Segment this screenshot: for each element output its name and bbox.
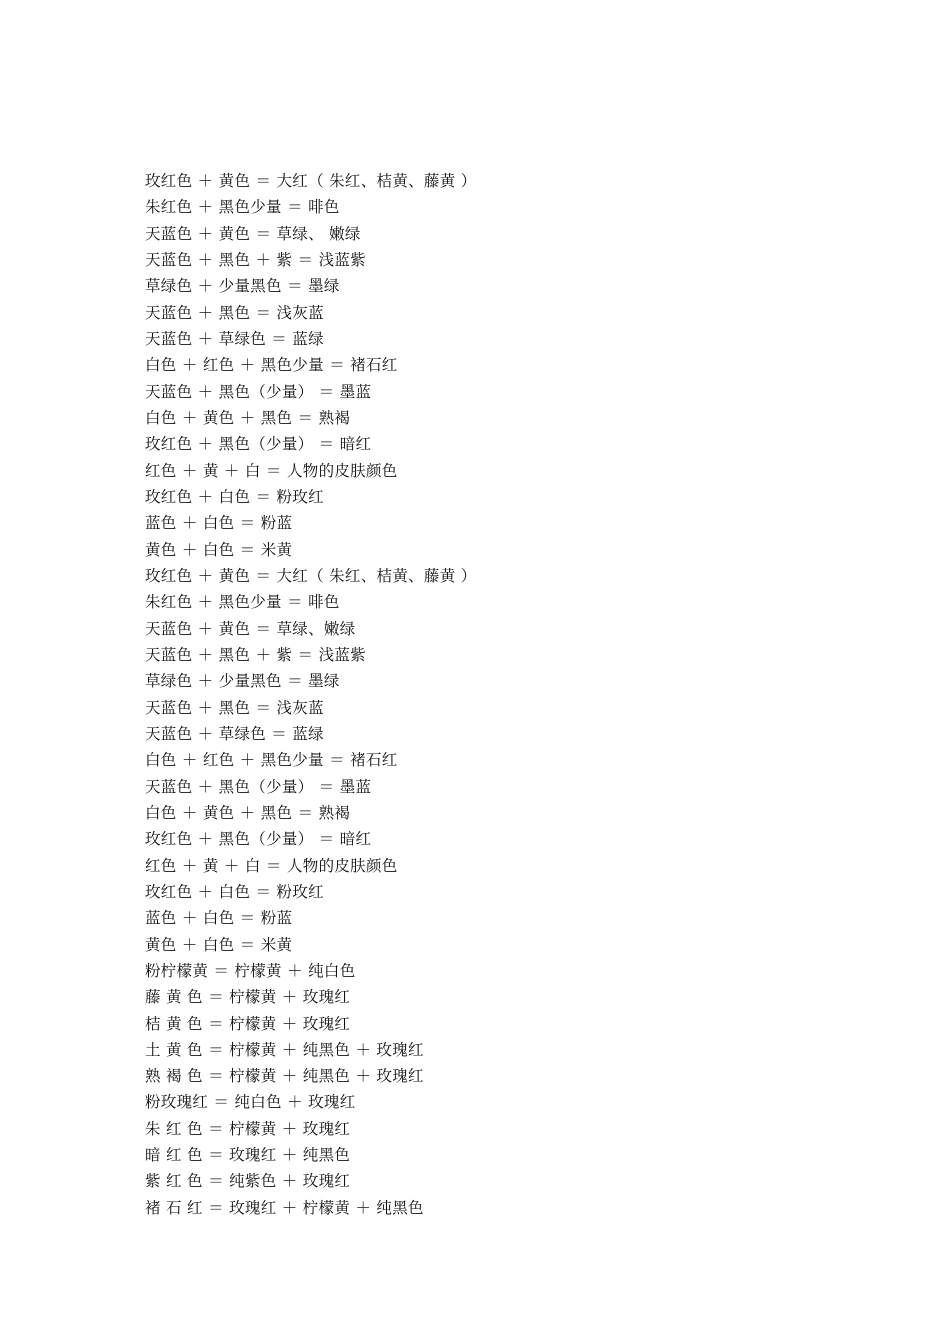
text-line: 天蓝色 ＋ 黑色 ＋ 紫 ＝ 浅蓝紫 <box>145 250 366 269</box>
text-line: 蓝色 ＋ 白色 ＝ 粉蓝 <box>145 909 293 928</box>
text-line: 天蓝色 ＋ 黄色 ＝ 草绿、 嫩绿 <box>145 224 361 243</box>
text-line: 褚 石 红 ＝ 玫瑰红 ＋ 柠檬黄 ＋ 纯黑色 <box>145 1198 424 1217</box>
text-line: 天蓝色 ＋ 黑色 ＋ 紫 ＝ 浅蓝紫 <box>145 645 366 664</box>
text-line: 天蓝色 ＋ 黑色（少量） ＝ 墨蓝 <box>145 382 372 401</box>
text-line: 朱红色 ＋ 黑色少量 ＝ 啡色 <box>145 198 340 217</box>
text-line: 蓝色 ＋ 白色 ＝ 粉蓝 <box>145 514 293 533</box>
text-line: 白色 ＋ 红色 ＋ 黑色少量 ＝ 褚石红 <box>145 356 398 375</box>
text-line: 白色 ＋ 红色 ＋ 黑色少量 ＝ 褚石红 <box>145 751 398 770</box>
text-line: 天蓝色 ＋ 草绿色 ＝ 蓝绿 <box>145 329 324 348</box>
text-line: 天蓝色 ＋ 黄色 ＝ 草绿、嫩绿 <box>145 619 356 638</box>
text-line: 黄色 ＋ 白色 ＝ 米黄 <box>145 540 293 559</box>
text-line: 白色 ＋ 黄色 ＋ 黑色 ＝ 熟褐 <box>145 408 351 427</box>
text-line: 朱 红 色 ＝ 柠檬黄 ＋ 玫瑰红 <box>145 1119 351 1138</box>
text-line: 玫红色 ＋ 黄色 ＝ 大红（ 朱红、桔黄、藤黄 ） <box>145 566 477 585</box>
text-line: 玫红色 ＋ 黑色（少量） ＝ 暗红 <box>145 830 372 849</box>
text-line: 藤 黄 色 ＝ 柠檬黄 ＋ 玫瑰红 <box>145 988 351 1007</box>
text-line: 玫红色 ＋ 白色 ＝ 粉玫红 <box>145 487 324 506</box>
text-line: 玫红色 ＋ 黑色（少量） ＝ 暗红 <box>145 435 372 454</box>
text-line: 紫 红 色 ＝ 纯紫色 ＋ 玫瑰红 <box>145 1172 351 1191</box>
text-line: 暗 红 色 ＝ 玫瑰红 ＋ 纯黑色 <box>145 1146 351 1165</box>
text-line: 天蓝色 ＋ 黑色 ＝ 浅灰蓝 <box>145 303 324 322</box>
text-line: 白色 ＋ 黄色 ＋ 黑色 ＝ 熟褐 <box>145 803 351 822</box>
text-line: 红色 ＋ 黄 ＋ 白 ＝ 人物的皮肤颜色 <box>145 856 398 875</box>
text-line: 粉柠檬黄 ＝ 柠檬黄 ＋ 纯白色 <box>145 961 356 980</box>
text-line: 天蓝色 ＋ 草绿色 ＝ 蓝绿 <box>145 724 324 743</box>
text-line: 草绿色 ＋ 少量黑色 ＝ 墨绿 <box>145 277 340 296</box>
text-line: 熟 褐 色 ＝ 柠檬黄 ＋ 纯黑色 ＋ 玫瑰红 <box>145 1067 424 1086</box>
document-body <box>145 168 905 1221</box>
text-line: 粉玫瑰红 ＝ 纯白色 ＋ 玫瑰红 <box>145 1093 356 1112</box>
text-line: 土 黄 色 ＝ 柠檬黄 ＋ 纯黑色 ＋ 玫瑰红 <box>145 1040 424 1059</box>
text-line: 红色 ＋ 黄 ＋ 白 ＝ 人物的皮肤颜色 <box>145 461 398 480</box>
text-line: 朱红色 ＋ 黑色少量 ＝ 啡色 <box>145 593 340 612</box>
text-line: 天蓝色 ＋ 黑色（少量） ＝ 墨蓝 <box>145 777 372 796</box>
text-line: 玫红色 ＋ 黄色 ＝ 大红（ 朱红、桔黄、藤黄 ） <box>145 172 477 190</box>
text-line: 草绿色 ＋ 少量黑色 ＝ 墨绿 <box>145 672 340 691</box>
text-line: 黄色 ＋ 白色 ＝ 米黄 <box>145 935 293 954</box>
text-line: 桔 黄 色 ＝ 柠檬黄 ＋ 玫瑰红 <box>145 1014 351 1033</box>
text-line: 玫红色 ＋ 白色 ＝ 粉玫红 <box>145 882 324 901</box>
text-line: 天蓝色 ＋ 黑色 ＝ 浅灰蓝 <box>145 698 324 717</box>
